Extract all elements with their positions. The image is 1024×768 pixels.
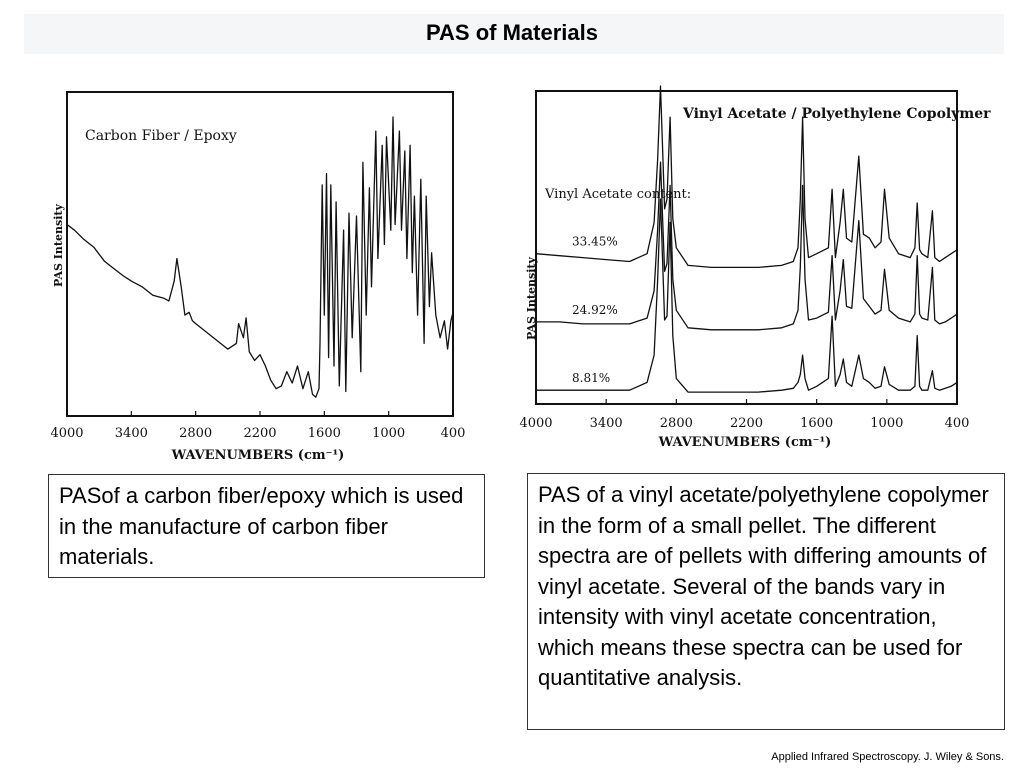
series-line bbox=[536, 199, 957, 392]
x-axis-label: WAVENUMBERS (cm⁻¹) bbox=[658, 435, 832, 450]
x-tick-label: 2800 bbox=[659, 416, 693, 431]
chart-title: Vinyl Acetate / Polyethylene Copolymer bbox=[683, 106, 991, 122]
x-tick-label: 2200 bbox=[729, 416, 764, 431]
x-tick-label: 2200 bbox=[243, 426, 277, 441]
x-tick-label: 1000 bbox=[372, 426, 406, 441]
series-label: 33.45% bbox=[572, 234, 618, 249]
x-tick-label: 3400 bbox=[589, 416, 623, 431]
series-label: 8.81% bbox=[572, 371, 611, 386]
y-axis-label: PAS Intensity bbox=[52, 204, 65, 287]
x-tick-label: 2800 bbox=[179, 426, 213, 441]
y-axis-label: PAS Intensity bbox=[525, 257, 538, 340]
caption-vinyl-acetate: PAS of a vinyl acetate/polyethylene copolymer in the form of a small pellet. The different spectra are of pellets with differing amounts of vinyl acetate. Several of the bands vary in intensity with vinyl acetate concentration, which means these spectra can be used for quantitative analysis. bbox=[527, 473, 1005, 730]
x-tick-label: 1600 bbox=[307, 426, 341, 441]
slide-title: PAS of Materials bbox=[426, 20, 598, 45]
x-tick-label: 4000 bbox=[50, 426, 84, 441]
source-credit: Applied Infrared Spectroscopy. J. Wiley & Sons. bbox=[771, 751, 1004, 763]
chart-title: Carbon Fiber / Epoxy bbox=[85, 128, 237, 144]
x-axis-label: WAVENUMBERS (cm⁻¹) bbox=[171, 448, 345, 463]
content-annotation: Vinyl Acetate content: bbox=[545, 187, 692, 202]
x-tick-label: 3400 bbox=[114, 426, 148, 441]
caption-carbon-fiber: PASof a carbon fiber/epoxy which is used in the manufacture of carbon fiber materials. bbox=[48, 474, 485, 578]
x-tick-label: 400 bbox=[440, 426, 466, 441]
x-tick-label: 1000 bbox=[870, 416, 904, 431]
x-tick-label: 400 bbox=[944, 416, 970, 431]
series-label: 24.92% bbox=[572, 302, 618, 317]
x-tick-label: 1600 bbox=[800, 416, 834, 431]
x-tick-label: 4000 bbox=[519, 416, 553, 431]
